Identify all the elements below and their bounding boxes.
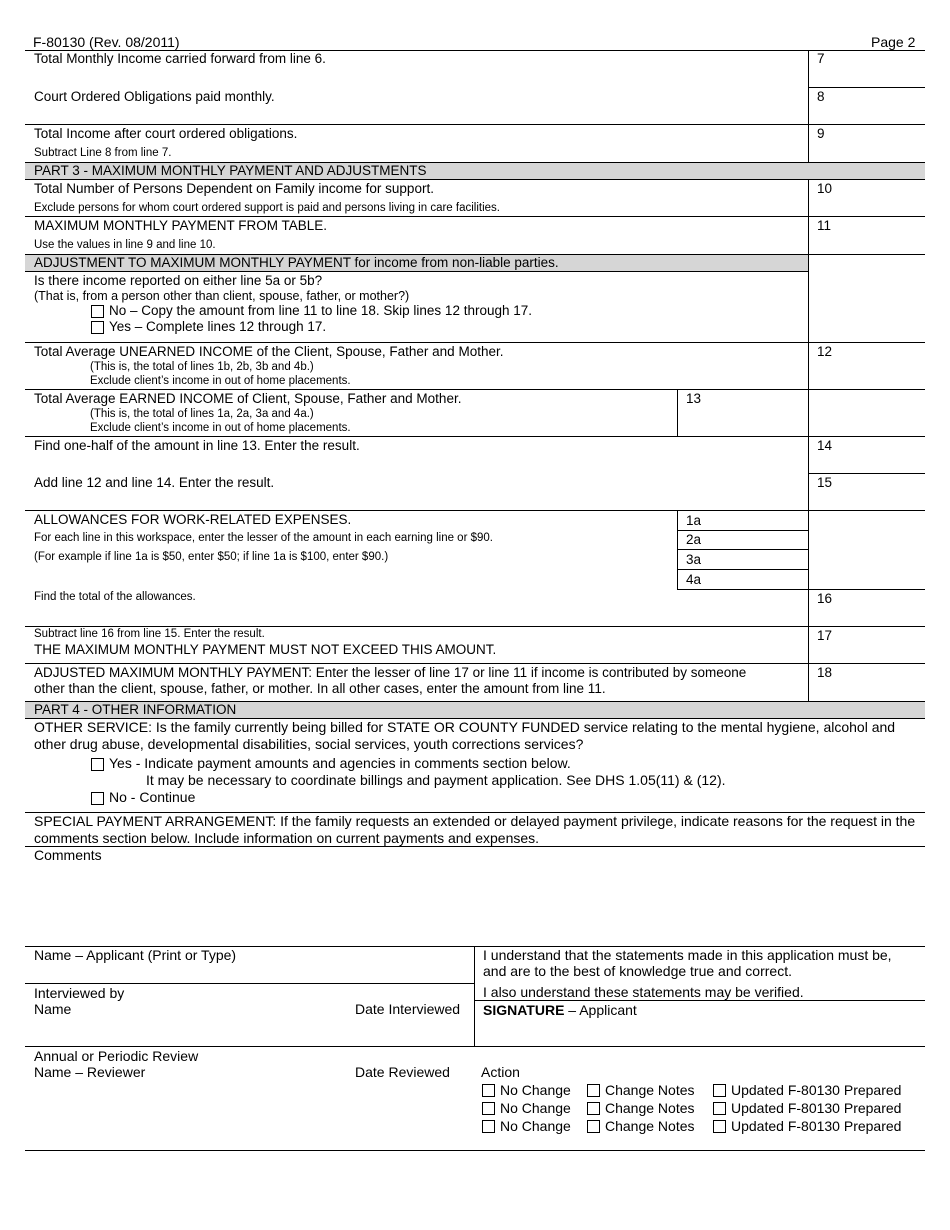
page-number: Page 2 bbox=[871, 34, 916, 50]
yes-option-label: Yes – Complete lines 12 through 17. bbox=[109, 319, 327, 334]
line13-label: Total Average EARNED INCOME of Client, Spouse, Father and Mother. bbox=[34, 391, 462, 406]
line17-label: THE MAXIMUM MONTHLY PAYMENT MUST NOT EXCEED THIS AMOUNT. bbox=[34, 642, 497, 657]
no-change-checkbox-3[interactable] bbox=[482, 1120, 495, 1133]
line7-label: Total Monthly Income carried forward from line 6. bbox=[34, 51, 326, 66]
change-notes-label-2: Change Notes bbox=[605, 1100, 695, 1116]
change-notes-checkbox-3[interactable] bbox=[587, 1120, 600, 1133]
other-service-line2: other drug abuse, developmental disabilities, social services, youth corrections services? bbox=[34, 736, 584, 752]
part3-header: PART 3 - MAXIMUM MONTHLY PAYMENT AND ADJUSTMENTS bbox=[34, 163, 427, 178]
signature-label bbox=[483, 1002, 637, 1018]
signature-field[interactable] bbox=[476, 1020, 924, 1044]
rule bbox=[808, 473, 925, 474]
other-service-yes-checkbox[interactable] bbox=[91, 758, 104, 771]
allowances-note1: For each line in this workspace, enter the lesser of the amount in each earning line or $90. bbox=[34, 532, 493, 544]
line13-note2: Exclude client’s income in out of home placements. bbox=[90, 422, 351, 434]
line9-number: 9 bbox=[817, 126, 825, 141]
no-change-checkbox-2[interactable] bbox=[482, 1102, 495, 1115]
line7-number: 7 bbox=[817, 51, 825, 66]
rule bbox=[677, 569, 808, 570]
change-notes-checkbox-2[interactable] bbox=[587, 1102, 600, 1115]
signature-rest: – Applicant bbox=[564, 1002, 637, 1018]
comments-area[interactable] bbox=[25, 866, 925, 944]
rule bbox=[474, 1000, 925, 1001]
special-payment-line1: SPECIAL PAYMENT ARRANGEMENT: If the family requests an extended or delayed payment privilege, indicate reasons for the request in the bbox=[34, 813, 916, 829]
line14-label: Find one-half of the amount in line 13. Enter the result. bbox=[34, 438, 360, 453]
rule bbox=[25, 124, 925, 125]
no-change-label-2: No Change bbox=[500, 1100, 571, 1116]
updated-form-label-3: Updated F-80130 Prepared bbox=[731, 1118, 902, 1134]
line12-note1: (This is, the total of lines 1b, 2b, 3b and 4b.) bbox=[90, 361, 314, 373]
allowances-note2: (For example if line 1a is $50, enter $50; if line 1a is $100, enter $90.) bbox=[34, 551, 389, 563]
updated-form-checkbox-1[interactable] bbox=[713, 1084, 726, 1097]
line18-number: 18 bbox=[817, 665, 833, 680]
yes-checkbox[interactable] bbox=[91, 321, 104, 334]
other-service-line1: OTHER SERVICE: Is the family currently being billed for STATE OR COUNTY FUNDED service relating to the mental hygiene, alcohol and bbox=[34, 719, 896, 735]
rule bbox=[808, 87, 925, 88]
income-question-note: (That is, from a person other than client, spouse, father, or mother?) bbox=[34, 289, 410, 303]
line15-number: 15 bbox=[817, 475, 833, 490]
rule bbox=[808, 254, 925, 255]
line10-note: Exclude persons for whom court ordered support is paid and persons living in care facilities. bbox=[34, 202, 500, 214]
interviewed-by-label: Interviewed by bbox=[34, 985, 125, 1001]
rule bbox=[25, 1046, 925, 1047]
no-change-label-3: No Change bbox=[500, 1118, 571, 1134]
no-change-label-1: No Change bbox=[500, 1082, 571, 1098]
line9-note: Subtract Line 8 from line 7. bbox=[34, 147, 172, 159]
rule bbox=[25, 1150, 925, 1151]
line17-number: 17 bbox=[817, 628, 833, 643]
statement-line1: I understand that the statements made in this application must be, bbox=[483, 947, 892, 963]
signature-divider bbox=[474, 946, 475, 1046]
allowance-line-3a: 3a bbox=[686, 552, 702, 567]
rule bbox=[25, 983, 474, 984]
line18-label-2: other than the client, spouse, father, or mother. In all other cases, enter the amount from line 11. bbox=[34, 681, 606, 696]
line18-label-1: ADJUSTED MAXIMUM MONTHLY PAYMENT: Enter the lesser of line 17 or line 11 if income is contributed by someone bbox=[34, 665, 747, 680]
line10-label: Total Number of Persons Dependent on Family income for support. bbox=[34, 181, 434, 196]
statement-line2: and are to the best of knowledge true and correct. bbox=[483, 963, 792, 979]
other-service-no-label: No - Continue bbox=[109, 789, 196, 805]
rule bbox=[25, 216, 925, 217]
no-change-checkbox-1[interactable] bbox=[482, 1084, 495, 1097]
applicant-name-label: Name – Applicant (Print or Type) bbox=[34, 947, 237, 963]
other-service-yes-note: It may be necessary to coordinate billings and payment application. See DHS 1.05(11) & (12). bbox=[146, 772, 726, 788]
change-notes-label-1: Change Notes bbox=[605, 1082, 695, 1098]
updated-form-label-1: Updated F-80130 Prepared bbox=[731, 1082, 902, 1098]
line12-note2: Exclude client’s income in out of home placements. bbox=[90, 375, 351, 387]
line15-label: Add line 12 and line 14. Enter the result. bbox=[34, 475, 275, 490]
special-payment-line2: comments section below. Include information on current payments and expenses. bbox=[34, 830, 540, 846]
form-id: F-80130 (Rev. 08/2011) bbox=[33, 34, 180, 50]
line16-label: Find the total of the allowances. bbox=[34, 591, 196, 603]
updated-form-checkbox-2[interactable] bbox=[713, 1102, 726, 1115]
allowance-line-1a: 1a bbox=[686, 513, 702, 528]
line12-label: Total Average UNEARNED INCOME of the Client, Spouse, Father and Mother. bbox=[34, 344, 504, 359]
line8-number: 8 bbox=[817, 89, 825, 104]
line11-label: MAXIMUM MONTHLY PAYMENT FROM TABLE. bbox=[34, 218, 328, 233]
line12-number: 12 bbox=[817, 344, 833, 359]
line13-column-divider bbox=[677, 390, 678, 437]
rule bbox=[25, 342, 925, 343]
line9-label: Total Income after court ordered obligations. bbox=[34, 126, 298, 141]
line13-note1: (This is, the total of lines 1a, 2a, 3a and 4a.) bbox=[90, 408, 314, 420]
change-notes-label-3: Change Notes bbox=[605, 1118, 695, 1134]
rule bbox=[25, 510, 925, 511]
line17-note: Subtract line 16 from line 15. Enter the result. bbox=[34, 628, 265, 640]
review-label: Annual or Periodic Review bbox=[34, 1048, 199, 1064]
rule bbox=[25, 663, 925, 664]
other-service-no-checkbox[interactable] bbox=[91, 792, 104, 805]
line16-number: 16 bbox=[817, 591, 833, 606]
line14-number: 14 bbox=[817, 438, 833, 453]
comments-label: Comments bbox=[34, 847, 102, 863]
allowance-line-2a: 2a bbox=[686, 532, 702, 547]
other-service-yes-label: Yes - Indicate payment amounts and agencies in comments section below. bbox=[109, 755, 571, 771]
action-label: Action bbox=[481, 1064, 520, 1080]
allowance-column-divider bbox=[677, 511, 678, 590]
line10-number: 10 bbox=[817, 181, 833, 196]
allowances-label: ALLOWANCES FOR WORK-RELATED EXPENSES. bbox=[34, 512, 352, 527]
line8-label: Court Ordered Obligations paid monthly. bbox=[34, 89, 275, 104]
part4-header: PART 4 - OTHER INFORMATION bbox=[34, 702, 237, 717]
reviewer-name-label: Name – Reviewer bbox=[34, 1064, 146, 1080]
no-option-label: No – Copy the amount from line 11 to line 18. Skip lines 12 through 17. bbox=[109, 303, 533, 318]
line13-number: 13 bbox=[686, 391, 702, 406]
interviewer-name-label: Name bbox=[34, 1001, 72, 1017]
adjustment-header: ADJUSTMENT TO MAXIMUM MONTHLY PAYMENT for income from non-liable parties. bbox=[34, 255, 559, 270]
rule bbox=[25, 389, 925, 390]
date-interviewed-label: Date Interviewed bbox=[355, 1001, 461, 1017]
rule bbox=[25, 846, 925, 847]
allowance-line-4a: 4a bbox=[686, 572, 702, 587]
rule bbox=[677, 530, 808, 531]
rule bbox=[25, 436, 925, 437]
rule bbox=[677, 589, 925, 590]
line11-number: 11 bbox=[817, 218, 832, 233]
change-notes-checkbox-1[interactable] bbox=[587, 1084, 600, 1097]
applicant-name-field[interactable] bbox=[26, 964, 473, 982]
rule bbox=[677, 549, 808, 550]
updated-form-label-2: Updated F-80130 Prepared bbox=[731, 1100, 902, 1116]
updated-form-checkbox-3[interactable] bbox=[713, 1120, 726, 1133]
signature-bold: SIGNATURE bbox=[483, 1002, 565, 1018]
income-question: Is there income reported on either line 5a or 5b? bbox=[34, 273, 323, 288]
date-reviewed-label: Date Reviewed bbox=[355, 1064, 450, 1080]
no-checkbox[interactable] bbox=[91, 305, 104, 318]
line11-note: Use the values in line 9 and line 10. bbox=[34, 239, 216, 251]
amount-column-divider bbox=[808, 50, 809, 702]
statement-line3: I also understand these statements may be verified. bbox=[483, 984, 804, 1000]
